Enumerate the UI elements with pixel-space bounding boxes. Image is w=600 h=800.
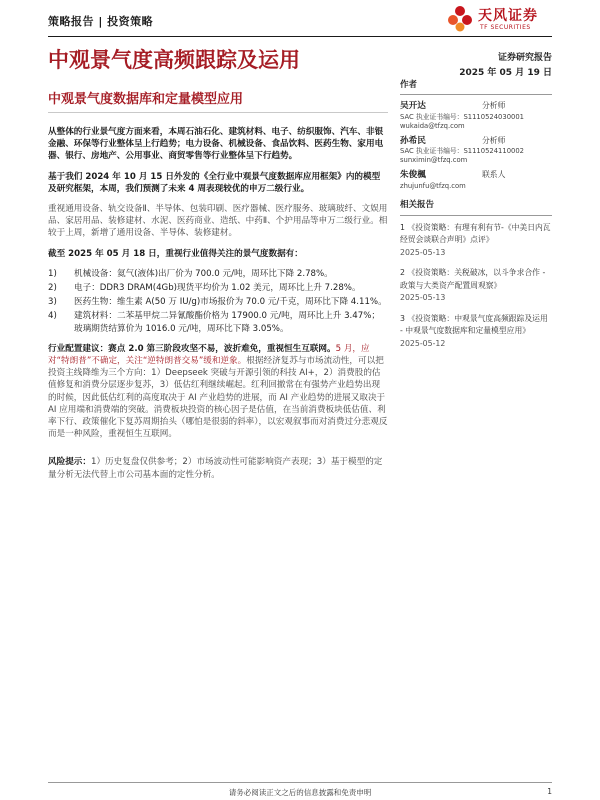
author-email[interactable]: zhujunfu@tfzq.com <box>400 181 466 190</box>
author-name: 吴开达 <box>400 101 426 112</box>
author-email[interactable]: sunximin@tfzq.com <box>400 156 468 165</box>
author-cert: SAC 执业证书编号：S1110524110002 <box>400 147 524 156</box>
footer-disclaimer: 请务必阅读正文之后的信息披露和免责申明 <box>228 788 372 797</box>
allocation-heading: 行业配置建议：赛点 2.0 第三阶段攻坚不易，波折难免，重视恒生互联网。 <box>48 343 336 354</box>
list-item <box>48 268 388 280</box>
subtitle-divider <box>48 112 388 113</box>
data-bullets <box>48 268 388 335</box>
bullet-text: 机械设备：氦气(液体)出厂价为 700.0 元/吨，周环比下降 2.78%。 <box>74 268 333 279</box>
footer-divider <box>48 782 552 783</box>
sidebar <box>400 80 552 358</box>
bullet-number: 1) <box>48 268 57 279</box>
risk-label: 风险提示： <box>48 457 91 468</box>
report-category: 策略报告 | 投资策略 <box>48 15 154 28</box>
author-cert: SAC 执业证书编号：S1110524030001 <box>400 113 524 122</box>
industry-list-paragraph: 重视通用设备、轨交设备Ⅱ、半导体、包装印刷、医疗器械、医疗服务、玻璃玻纤、文娱用品、家居用品、装修建材、水泥、医药商业、造纸、中药Ⅱ、个护用品等申万二级行业。相较于上周，新增了通用设备、半导体、装修建材。 <box>48 204 388 239</box>
bullet-text: 医药生物：维生素 A(50 万 IU/g)市场报价为 70.0 元/千克，周环比下降 4.11%。 <box>74 297 387 308</box>
related-report-title[interactable]: 2 《投资策略：关税破冰，以斗争求合作 - 政策与大类资产配置周观察》 <box>400 268 546 290</box>
bullet-number: 3) <box>48 297 57 308</box>
bullet-text: 建筑材料：二苯基甲烷二异氰酸酯价格为 17900.0 元/吨，周环比上升 3.47%；玻璃期货结算价为 1016.0 元/吨，周环比下降 3.05%。 <box>74 311 380 334</box>
allocation-text: 根据经济复苏与市场流动性，可以把投资主线降维为三个方向：1）Deepseek 突破与开源引领的科技 AI+，2）消费股的估值修复和消费分层逐步复苏，3）低估红利继续崛起。红利回撤常在有强势产业趋势出现的时候，因此低估红利的高度取决于 AI 产业趋势的进展，而 AI 产业趋势的进展又取决于 AI 应用端和消费端的突破。消费板块投资的核心因子是估值，在当前消费板块低估值、利率下行、政策催化下复苏周期抬头（哪怕是很弱的斜率），以宏观叙事而对消费过分悲观反而是一种风险，重视恒生互联网。 <box>48 356 388 440</box>
logo-mark-icon <box>446 4 474 32</box>
list-item <box>48 282 388 294</box>
report-body <box>48 126 388 489</box>
author-name: 朱俊楓 <box>400 169 426 180</box>
related-report-title[interactable]: 1 《投资策略：有理有利有节-《中美日内瓦经贸会谈联合声明》点评》 <box>400 222 551 245</box>
header-divider <box>48 36 552 37</box>
model-paragraph: 基于我们 2024 年 10 月 15 日外发的《全行业中观景气度数据库应用框架》内的模型及研究框架，本周，我们预测了未来 4 周表现较优的申万二级行业。 <box>48 171 381 194</box>
related-report-link[interactable] <box>400 222 552 259</box>
list-item <box>48 310 388 334</box>
related-report-title[interactable]: 3 《投资策略：中观景气度高频跟踪及运用 - 中观景气度数据库和定量模型应用》 <box>400 313 548 336</box>
report-subtitle: 中观景气度数据库和定量模型应用 <box>48 92 244 107</box>
summary-paragraph: 从整体的行业景气度方面来看，本周石油石化、建筑材料、电子、纺织服饰、汽车、非银金融、环保等行业整体呈上行趋势；电力设备、机械设备、食品饮料、医药生物、家用电器、银行、房地产、公用事业、商贸零售等行业整体呈下行趋势。 <box>48 127 384 162</box>
related-report-date: 2025-05-12 <box>400 338 446 348</box>
author-card <box>400 101 552 130</box>
author-card <box>400 136 552 165</box>
allocation-paragraph <box>48 343 388 441</box>
bullet-number: 4) <box>48 311 57 322</box>
author-email[interactable]: wukaida@tfzq.com <box>400 121 465 130</box>
authors-header: 作者 <box>400 80 552 95</box>
report-type: 证券研究报告 <box>497 53 552 63</box>
related-report-date: 2025-05-13 <box>400 293 446 303</box>
related-report-date: 2025-05-13 <box>400 247 446 257</box>
author-role: 分析师 <box>482 101 506 111</box>
logo-text-cn: 天风证券 <box>478 8 538 24</box>
risk-paragraph <box>48 456 388 480</box>
related-reports-header: 相关报告 <box>400 200 552 215</box>
allocation-highlight: 5 月，应对“特朗普”不确定，关注“逆特朗普交易”缓和逆象。 <box>48 343 370 367</box>
author-role: 分析师 <box>482 135 506 145</box>
author-role: 联系人 <box>482 169 506 179</box>
report-date: 2025 年 05 月 19 日 <box>459 68 552 78</box>
author-name: 孙希民 <box>400 135 426 146</box>
related-report-link[interactable] <box>400 267 552 304</box>
related-report-link[interactable] <box>400 313 552 350</box>
company-logo <box>446 4 556 34</box>
page-number: 1 <box>547 787 552 796</box>
data-intro-paragraph: 截至 2025 年 05 月 18 日，重视行业值得关注的景气度数据有： <box>48 248 303 259</box>
logo-text-en: TF SECURITIES <box>480 24 531 31</box>
bullet-text: 电子：DDR3 DRAM(4Gb)现货平均价为 1.02 美元，周环比上升 7.28%。 <box>74 283 361 294</box>
list-item <box>48 296 388 308</box>
bullet-number: 2) <box>48 283 57 294</box>
risk-text: 1）历史复盘仅供参考；2）市场波动性可能影响资产表现；3）基于模型的定量分析无法代替上市公司基本面的定性分析。 <box>48 457 383 480</box>
report-title: 中观景气度高频跟踪及运用 <box>48 48 300 72</box>
author-card <box>400 170 552 190</box>
